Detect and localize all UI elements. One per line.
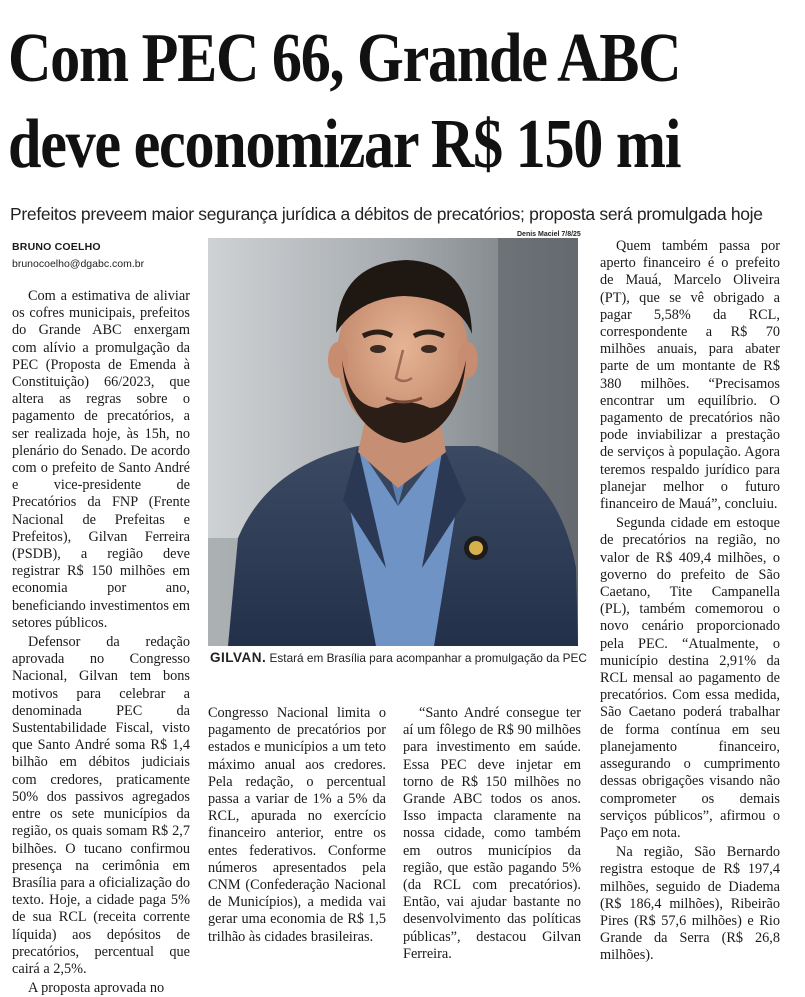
paragraph: A proposta aprovada no: [28, 980, 165, 997]
author-email: brunocoelho@dgabc.com.br: [12, 258, 145, 270]
paragraph: Defensor da redação aprovada no Congresso Nacional, Gilvan tem bons motivos para celebrar a denominada PEC da Sustentabilidade Fiscal, visto que Santo André soma R$ 1,4 bilhão em débitos judiciais com credores, praticamente 50% dos passivos agregados entre os sete municípios da região, os quais somam R$ 2,7 bilhões. O tucano confirmou presença na cerimônia em Brasília para a oficialização do texto. Hoje, a cidade paga 5% de sua RCL (receita corrente líquida) aos depósitos de precatórios, percentual que cairá a 2,5%.: [12, 634, 190, 977]
paragraph: Congresso Nacional limita o pagamento de precatórios por estados e municípios a um teto máximo anual aos credores. Pela redação, o percentual passa a variar de 1% a 5% da RCL, apurada no exercício financeiro anterior, entre os entes federativos. Conforme números apresentados pela CNM (Confederação Nacional de Municípios), a medida vai gerar uma economia de R$ 1,5 trilhão às cidades brasileiras.: [208, 705, 386, 945]
portrait-illustration: [208, 238, 578, 646]
article-photo: [208, 238, 578, 646]
paragraph: Com a estimativa de aliviar os cofres municipais, prefeitos do Grande ABC enxergam com alívio a promulgação da PEC (Proposta de Emenda à Constituição) 66/2023, que altera as regras sobre o pagamento de precatórios, a ser realizada hoje, às 15h, no plenário do Senado. De acordo com o prefeito de Santo André e vice-presidente de Precatórios da FNP (Frente Nacional de Prefeitas e Prefeitos), Gilvan Ferreira (PSDB), a região deve registrar R$ 150 milhões em economia por ano, beneficiando investimentos em setores públicos.: [12, 288, 190, 631]
article-column-3: [403, 705, 581, 963]
article-column-2: [208, 705, 386, 946]
paragraph: Na região, São Bernardo registra estoque de R$ 197,4 milhões, seguido de Diadema (R$ 186,4 milhões), Ribeirão Pires (R$ 57,6 milhões) e Rio Grande da Serra (R$ 26,8 milhões).: [600, 844, 780, 964]
caption-subject: GILVAN.: [210, 650, 267, 665]
paragraph: Segunda cidade em estoque de precatórios na região, no valor de R$ 409,4 milhões, o governo do prefeito de São Caetano, Tite Campanella (PL), também comemorou o novo cenário proporcionado pela PEC. “Atualmente, o município destina 2,91% da RCL mensal ao pagamento de precatórios. Com essa medida, São Caetano poderá trabalhar de forma contínua em seu planejamento financeiro, assegurando o cumprimento dessas obrigações visando não comprometer os demais serviços públicos”, afirmou o Paço em nota.: [600, 515, 780, 841]
paragraph: “Santo André consegue ter aí um fôlego de R$ 90 milhões para investimento em saúde. Essa PEC deve injetar em torno de R$ 150 milhões no Grande ABC todos os anos. Isso impacta claramente na nossa cidade, como também em outros municípios da região, que estão pagando 5% (da RCL com precatórios). Então, vai ajudar bastante no desenvolvimento das políticas públicas”, destacou Gilvan Ferreira.: [403, 705, 581, 962]
caption-text: Estará em Brasília para acompanhar a promulgação da PEC: [266, 651, 587, 665]
headline-line-2: deve economizar R$ 150 mi: [8, 106, 681, 183]
article-column-4: [600, 238, 780, 965]
author-name: BRUNO COELHO: [12, 241, 101, 253]
headline: [8, 16, 687, 188]
article-column-1: [12, 288, 190, 997]
photo-credit: Denis Maciel 7/8/25: [517, 231, 581, 238]
paragraph: Quem também passa por aperto financeiro é o prefeito de Mauá, Marcelo Oliveira (PT), que se vê obrigado a pagar 5,58% da RCL, correspondente a R$ 70 milhões anuais, para abater parte de um montante de R$ 380 milhões. “Precisamos encontrar um equilíbrio. O pagamento de precatórios não pode inviabilizar a prestação de serviços à população. Agora teremos respaldo jurídico para planejar melhor o futuro financeiro de Mauá”, concluiu.: [600, 238, 780, 513]
subheadline: Prefeitos preveem maior segurança jurídica a débitos de precatórios; proposta será promulgada hoje: [10, 204, 763, 224]
photo-caption: [210, 650, 587, 665]
headline-line-1: Com PEC 66, Grande ABC: [8, 20, 681, 97]
